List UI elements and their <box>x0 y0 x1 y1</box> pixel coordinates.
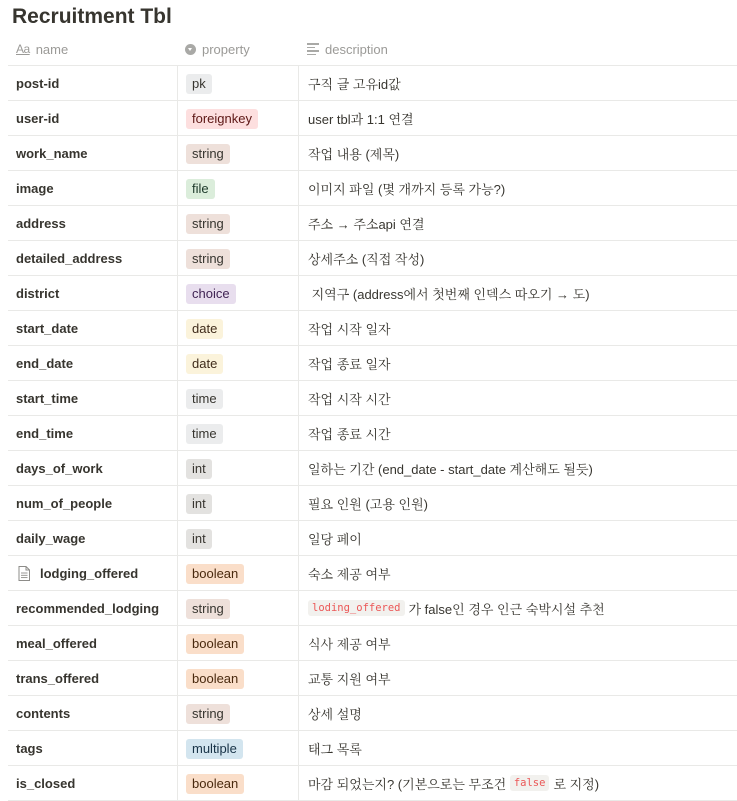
property-tag: string <box>186 214 230 234</box>
row-name: daily_wage <box>16 530 86 546</box>
row-description-cell[interactable] <box>308 101 737 135</box>
description-text: 식사 제공 여부 <box>308 636 391 652</box>
property-tag: date <box>186 354 223 374</box>
row-name: lodging_offered <box>40 565 139 581</box>
row-description-cell[interactable] <box>308 136 737 170</box>
row-property-cell[interactable] <box>177 766 299 800</box>
column-header-label: property <box>202 41 250 57</box>
row-property-cell[interactable] <box>177 731 299 765</box>
row-description-cell[interactable] <box>308 66 737 100</box>
description-text: 교통 지원 여부 <box>308 671 391 687</box>
row-property-cell[interactable] <box>177 171 299 205</box>
row-property-cell[interactable] <box>177 486 299 520</box>
row-property-cell[interactable] <box>177 591 299 625</box>
row-name: contents <box>16 705 71 721</box>
table-header <box>8 33 737 66</box>
property-tag: boolean <box>186 669 244 689</box>
row-name: detailed_address <box>16 250 123 266</box>
property-tag: choice <box>186 284 236 304</box>
row-property-cell[interactable] <box>177 416 299 450</box>
row-name-cell[interactable] <box>16 171 176 205</box>
inline-code: loding_offered <box>308 600 405 616</box>
row-description-cell[interactable] <box>308 591 737 625</box>
row-name-cell[interactable] <box>16 696 176 730</box>
property-tag: file <box>186 179 215 199</box>
row-description-cell[interactable] <box>308 556 737 590</box>
description-text: 숙소 제공 여부 <box>308 566 391 582</box>
row-name: num_of_people <box>16 495 113 511</box>
row-name-cell[interactable] <box>16 486 176 520</box>
description-text: 이미지 파일 (몇 개까지 등록 가능?) <box>308 181 506 197</box>
property-tag: pk <box>186 74 212 94</box>
row-description-cell[interactable] <box>308 381 737 415</box>
column-header-label: description <box>325 41 388 57</box>
row-description-cell[interactable] <box>308 346 737 380</box>
table-row[interactable] <box>8 311 737 346</box>
row-name-cell[interactable] <box>16 241 176 275</box>
row-name-cell[interactable] <box>16 731 176 765</box>
description-text: 작업 시작 시간 <box>308 391 391 407</box>
property-tag: boolean <box>186 774 244 794</box>
row-name-cell[interactable] <box>16 521 176 555</box>
property-tag: string <box>186 249 230 269</box>
table-row[interactable] <box>8 101 737 136</box>
row-name: is_closed <box>16 775 76 791</box>
page-title[interactable]: Recruitment Tbl <box>12 5 172 28</box>
table-row[interactable] <box>8 591 737 626</box>
row-name: recommended_lodging <box>16 600 160 616</box>
row-name-cell[interactable] <box>16 626 176 660</box>
property-tag: time <box>186 424 223 444</box>
table-row[interactable] <box>8 766 737 801</box>
row-property-cell[interactable] <box>177 626 299 660</box>
table-row[interactable] <box>8 66 737 101</box>
description-text: 상세 설명 <box>308 706 362 722</box>
description-text: 상세주소 (직접 작성) <box>308 251 425 267</box>
row-name: meal_offered <box>16 635 97 651</box>
row-name-cell[interactable] <box>16 346 176 380</box>
description-text: 일당 페이 <box>308 531 362 547</box>
table-row[interactable] <box>8 521 737 556</box>
table-row[interactable] <box>8 556 737 591</box>
row-name-cell[interactable] <box>16 766 176 800</box>
row-property-cell[interactable] <box>177 696 299 730</box>
row-description-cell[interactable] <box>308 661 737 695</box>
row-name-cell[interactable] <box>16 381 176 415</box>
row-description-cell[interactable] <box>308 206 737 240</box>
table-row[interactable] <box>8 416 737 451</box>
row-property-cell[interactable] <box>177 311 299 345</box>
row-description-cell[interactable] <box>308 766 737 800</box>
column-header-label: name <box>35 41 69 57</box>
text-aa-icon: Aa <box>16 42 30 56</box>
row-description-cell[interactable] <box>308 311 737 345</box>
description-text: 작업 내용 (제목) <box>308 146 400 162</box>
column-header-description[interactable] <box>307 33 388 65</box>
table-row[interactable] <box>8 626 737 661</box>
table-row[interactable] <box>8 731 737 766</box>
table-row[interactable] <box>8 661 737 696</box>
table-row[interactable] <box>8 451 737 486</box>
description-text: 일하는 기간 (end_date - start_date 계산해도 될듯) <box>308 461 593 477</box>
description-text: 구직 글 고유id값 <box>308 76 401 92</box>
description-text: 가 false인 경우 인근 숙박시설 추천 <box>408 601 605 617</box>
row-name-cell[interactable] <box>16 101 176 135</box>
row-name: end_date <box>16 355 74 371</box>
property-tag: date <box>186 319 223 339</box>
row-name: trans_offered <box>16 670 100 686</box>
table-row[interactable] <box>8 241 737 276</box>
row-description-cell[interactable] <box>308 451 737 485</box>
row-description-cell[interactable] <box>308 626 737 660</box>
property-tag: string <box>186 144 230 164</box>
table-row[interactable] <box>8 696 737 731</box>
row-description-cell[interactable] <box>308 486 737 520</box>
row-name-cell[interactable] <box>16 451 176 485</box>
row-description-cell[interactable] <box>308 276 737 310</box>
description-text: 작업 종료 시간 <box>308 426 391 442</box>
row-name: start_date <box>16 320 79 336</box>
row-property-cell[interactable] <box>177 521 299 555</box>
row-name: post-id <box>16 75 60 91</box>
description-text: 작업 종료 일자 <box>308 356 391 372</box>
row-name-cell[interactable] <box>16 136 176 170</box>
table-row[interactable] <box>8 381 737 416</box>
table-row[interactable] <box>8 206 737 241</box>
text-lines-icon <box>307 43 319 55</box>
property-tag: int <box>186 459 212 479</box>
row-property-cell[interactable] <box>177 101 299 135</box>
page-document-icon <box>18 566 30 581</box>
property-tag: foreignkey <box>186 109 258 129</box>
row-name: image <box>16 180 54 196</box>
property-tag: int <box>186 529 212 549</box>
property-tag: string <box>186 704 230 724</box>
property-tag: time <box>186 389 223 409</box>
row-property-cell[interactable] <box>177 661 299 695</box>
row-name-cell[interactable] <box>16 416 176 450</box>
row-property-cell[interactable] <box>177 136 299 170</box>
row-name-cell[interactable] <box>16 661 176 695</box>
table-row[interactable] <box>8 486 737 521</box>
row-property-cell[interactable] <box>177 556 299 590</box>
row-name-cell[interactable] <box>16 556 176 590</box>
row-description-cell[interactable] <box>308 696 737 730</box>
row-property-cell[interactable] <box>177 346 299 380</box>
row-name: end_time <box>16 425 74 441</box>
row-name: district <box>16 285 60 301</box>
property-tag: multiple <box>186 739 243 759</box>
column-header-name[interactable] <box>16 33 68 65</box>
row-property-cell[interactable] <box>177 66 299 100</box>
row-name: tags <box>16 740 43 756</box>
row-description-cell[interactable] <box>308 521 737 555</box>
row-name: start_time <box>16 390 79 406</box>
property-tag: boolean <box>186 564 244 584</box>
description-text: 필요 인원 (고용 인원) <box>308 496 428 512</box>
row-name: address <box>16 215 66 231</box>
row-property-cell[interactable] <box>177 381 299 415</box>
row-name: days_of_work <box>16 460 103 476</box>
row-name: work_name <box>16 145 88 161</box>
row-description-cell[interactable] <box>308 416 737 450</box>
table-row[interactable] <box>8 171 737 206</box>
select-dot-icon <box>185 44 196 55</box>
row-description-cell[interactable] <box>308 241 737 275</box>
row-name-cell[interactable] <box>16 311 176 345</box>
row-name-cell[interactable] <box>16 591 176 625</box>
description-text: 주소 → 주소api 연결 <box>308 216 425 232</box>
table-row[interactable] <box>8 276 737 311</box>
table-row[interactable] <box>8 136 737 171</box>
row-property-cell[interactable] <box>177 451 299 485</box>
row-property-cell[interactable] <box>177 276 299 310</box>
description-text: user tbl과 1:1 연결 <box>308 111 414 127</box>
description-text: 태그 목록 <box>308 741 362 757</box>
row-description-cell[interactable] <box>308 731 737 765</box>
row-name: user-id <box>16 110 60 126</box>
row-name-cell[interactable] <box>16 206 176 240</box>
property-tag: int <box>186 494 212 514</box>
table-body <box>8 66 737 801</box>
description-text: 지역구 (address에서 첫번째 인덱스 따오기 → 도) <box>308 286 590 302</box>
description-text: 로 지정) <box>553 776 600 792</box>
row-name-cell[interactable] <box>16 276 176 310</box>
inline-code: false <box>510 775 550 791</box>
row-property-cell[interactable] <box>177 206 299 240</box>
row-description-cell[interactable] <box>308 171 737 205</box>
property-tag: string <box>186 599 230 619</box>
row-name-cell[interactable] <box>16 66 176 100</box>
property-tag: boolean <box>186 634 244 654</box>
description-text: 작업 시작 일자 <box>308 321 391 337</box>
column-header-property[interactable] <box>185 33 250 65</box>
description-text: 마감 되었는지? (기본으로는 무조건 <box>308 776 510 792</box>
row-property-cell[interactable] <box>177 241 299 275</box>
table-row[interactable] <box>8 346 737 381</box>
